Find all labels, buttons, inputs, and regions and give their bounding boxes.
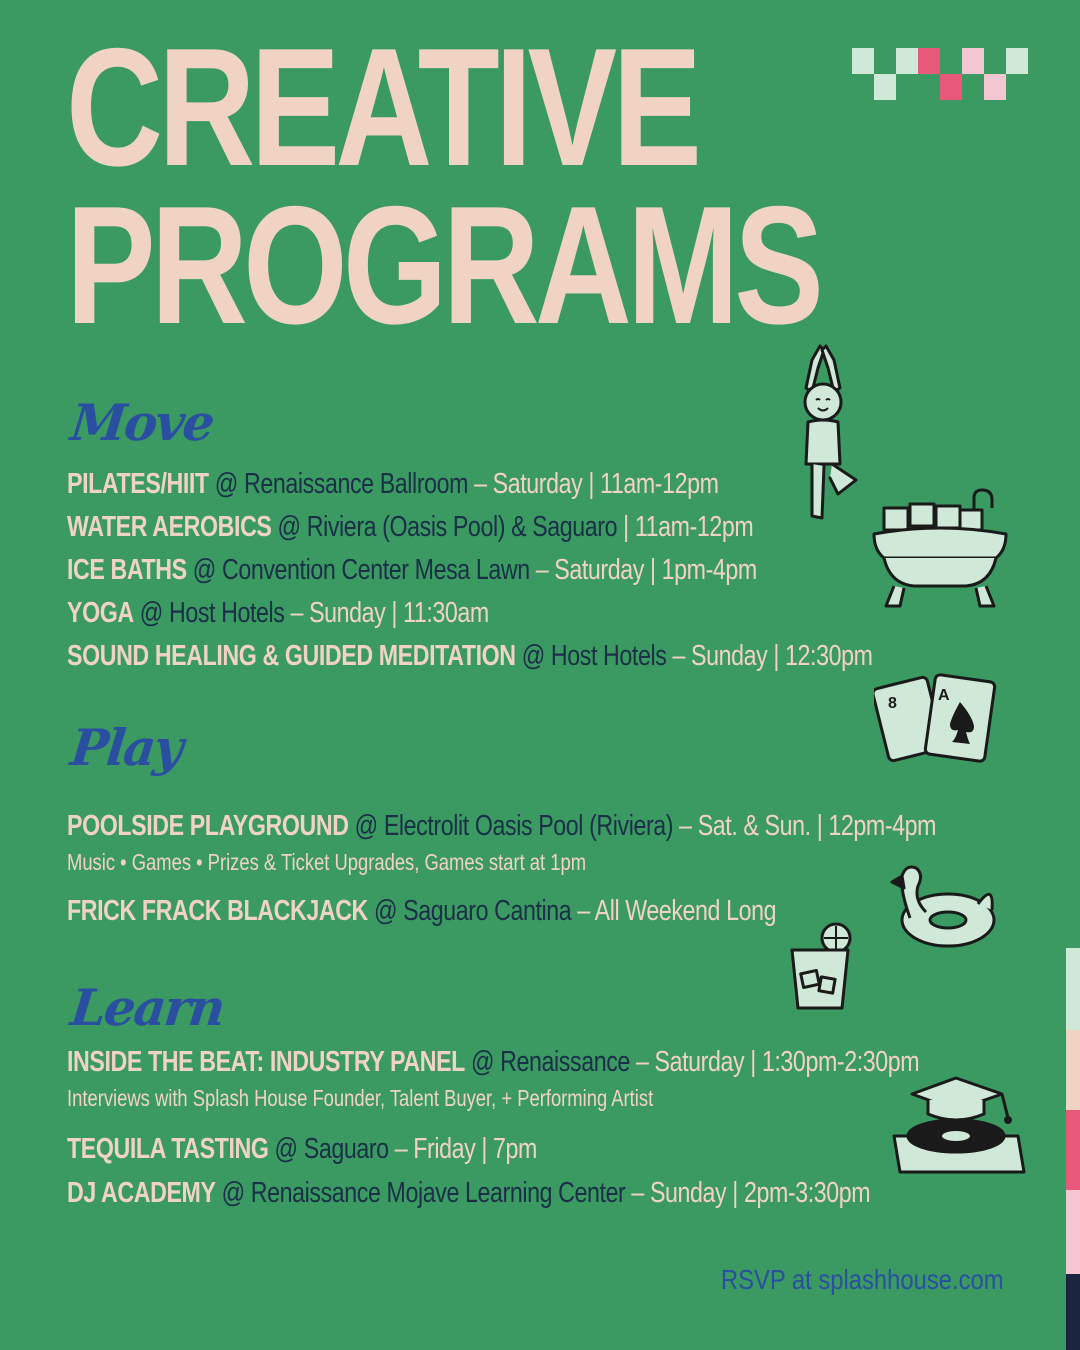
program-time: – Sunday | 12:30pm bbox=[672, 640, 873, 672]
page-title bbox=[66, 13, 820, 359]
program-name: POOLSIDE PLAYGROUND bbox=[67, 810, 349, 842]
cocktail-glass-icon bbox=[786, 920, 860, 1012]
program-note-industry-panel: Interviews with Splash House Founder, Talent Buyer, + Performing Artist bbox=[67, 1085, 654, 1111]
program-name: SOUND HEALING & GUIDED MEDITATION bbox=[67, 640, 516, 672]
program-row-industry-panel bbox=[67, 1044, 919, 1080]
program-name: TEQUILA TASTING bbox=[67, 1133, 269, 1165]
program-time: – Saturday | 1:30pm-2:30pm bbox=[635, 1046, 920, 1078]
program-location: @ Riviera (Oasis Pool) & Saguaro bbox=[277, 511, 618, 543]
program-time: | 11am-12pm bbox=[623, 511, 754, 543]
program-location: @ Host Hotels bbox=[521, 640, 667, 672]
program-time: – Sunday | 11:30am bbox=[290, 597, 489, 629]
program-time: – Friday | 7pm bbox=[394, 1133, 537, 1165]
program-name: YOGA bbox=[67, 597, 134, 629]
program-name: PILATES/HIIT bbox=[67, 468, 209, 500]
card-eight-label: 8 bbox=[888, 695, 897, 712]
turntable-graduation-cap-icon bbox=[890, 1074, 1026, 1188]
program-location: @ Host Hotels bbox=[139, 597, 285, 629]
program-row-blackjack bbox=[67, 893, 776, 929]
program-row-poolside-playground bbox=[67, 808, 936, 844]
program-name: INSIDE THE BEAT: INDUSTRY PANEL bbox=[67, 1046, 465, 1078]
program-time: – Saturday | 1pm-4pm bbox=[535, 554, 757, 586]
section-heading-move: Move bbox=[68, 393, 216, 452]
program-name: WATER AEROBICS bbox=[67, 511, 272, 543]
program-location: @ Renaissance Ballroom bbox=[214, 468, 469, 500]
program-location: @ Saguaro Cantina bbox=[373, 895, 572, 927]
section-heading-play: Play bbox=[68, 718, 185, 777]
program-location: @ Renaissance Mojave Learning Center bbox=[221, 1177, 626, 1209]
program-row-tequila-tasting bbox=[67, 1131, 537, 1167]
program-row-sound-healing bbox=[67, 638, 873, 674]
program-note-poolside: Music • Games • Prizes & Ticket Upgrades, Games start at 1pm bbox=[67, 849, 587, 875]
program-row-pilates bbox=[67, 466, 719, 502]
rsvp-link[interactable]: RSVP at splashhouse.com bbox=[721, 1264, 1004, 1295]
program-name: FRICK FRACK BLACKJACK bbox=[67, 895, 368, 927]
program-name: ICE BATHS bbox=[67, 554, 187, 586]
program-time: – Sat. & Sun. | 12pm-4pm bbox=[679, 810, 937, 842]
program-location: @ Renaissance bbox=[470, 1046, 630, 1078]
program-name: DJ ACADEMY bbox=[67, 1177, 216, 1209]
section-heading-learn: Learn bbox=[68, 978, 227, 1037]
card-ace-label: A bbox=[938, 687, 950, 704]
program-location: @ Electrolit Oasis Pool (Riviera) bbox=[354, 810, 674, 842]
program-location: @ Convention Center Mesa Lawn bbox=[192, 554, 530, 586]
program-row-yoga bbox=[67, 595, 489, 631]
playing-cards-icon bbox=[874, 670, 998, 766]
pixel-checker-decoration bbox=[852, 48, 1028, 100]
program-row-water-aerobics bbox=[67, 509, 753, 545]
program-time: – All Weekend Long bbox=[577, 895, 777, 927]
flamingo-float-icon bbox=[882, 860, 998, 952]
title-line-2: PROGRAMS bbox=[66, 171, 820, 359]
title-line-1: CREATIVE bbox=[66, 13, 698, 201]
program-location: @ Saguaro bbox=[274, 1133, 389, 1165]
ice-bath-tub-icon bbox=[870, 486, 1010, 614]
program-row-ice-baths bbox=[67, 552, 757, 588]
program-time: – Saturday | 11am-12pm bbox=[474, 468, 719, 500]
edge-color-strip bbox=[1066, 948, 1080, 1350]
program-row-dj-academy bbox=[67, 1175, 870, 1211]
yoga-person-icon bbox=[782, 338, 866, 526]
program-time: – Sunday | 2pm-3:30pm bbox=[631, 1177, 871, 1209]
